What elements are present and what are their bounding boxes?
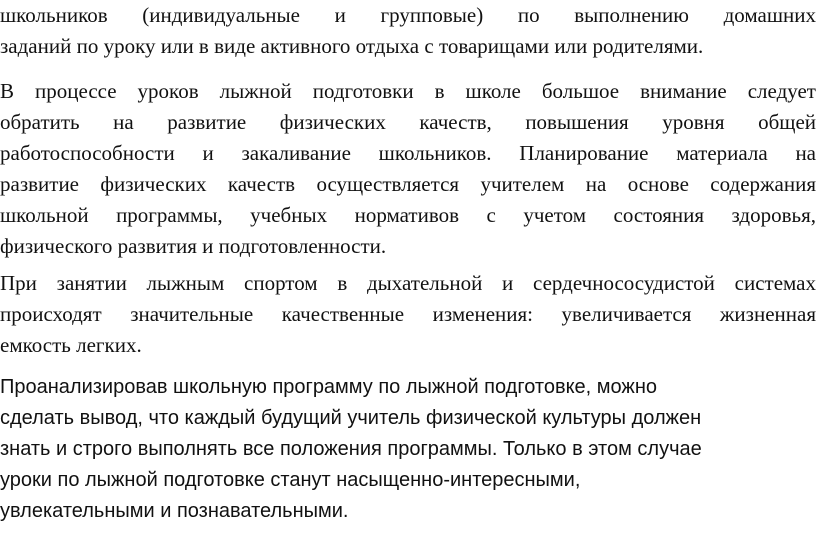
text-line: заданий по уроку или в виде активного отдыха с товарищами или родителями. bbox=[0, 34, 704, 58]
text-line: Проанализировав школьную программу по лыжной подготовке, можно bbox=[0, 376, 657, 398]
paragraph-respiratory bbox=[0, 268, 816, 361]
text-line: обратить на развитие физических качеств, повышения уровня общей bbox=[0, 110, 816, 134]
paragraph-conclusion bbox=[0, 372, 816, 527]
text-line: развитие физических качеств осуществляется учителем на основе содержания bbox=[0, 172, 816, 196]
paragraph-homework bbox=[0, 0, 816, 62]
text-line: физического развития и подготовленности. bbox=[0, 234, 387, 258]
text-line: работоспособности и закаливание школьников. Планирование материала на bbox=[0, 141, 816, 165]
text-line: происходят значительные качественные изменения: увеличивается жизненная bbox=[0, 302, 816, 326]
text-line: сделать вывод, что каждый будущий учитель физической культуры должен bbox=[0, 407, 702, 429]
text-line: увлекательными и познавательными. bbox=[0, 500, 349, 522]
text-line: школьников (индивидуальные и групповые) по выполнению домашних bbox=[0, 3, 816, 27]
paragraph-physical-qualities bbox=[0, 76, 816, 262]
text-line: В процессе уроков лыжной подготовки в школе большое внимание следует bbox=[0, 79, 816, 103]
text-line: При занятии лыжным спортом в дыхательной и сердечнососудистой системах bbox=[0, 271, 816, 295]
text-line: емкость легких. bbox=[0, 333, 142, 357]
text-line: знать и строго выполнять все положения программы. Только в этом случае bbox=[0, 438, 702, 460]
text-line: школьной программы, учебных нормативов с учетом состояния здоровья, bbox=[0, 203, 816, 227]
text-line: уроки по лыжной подготовке станут насыщенно-интересными, bbox=[0, 469, 581, 491]
